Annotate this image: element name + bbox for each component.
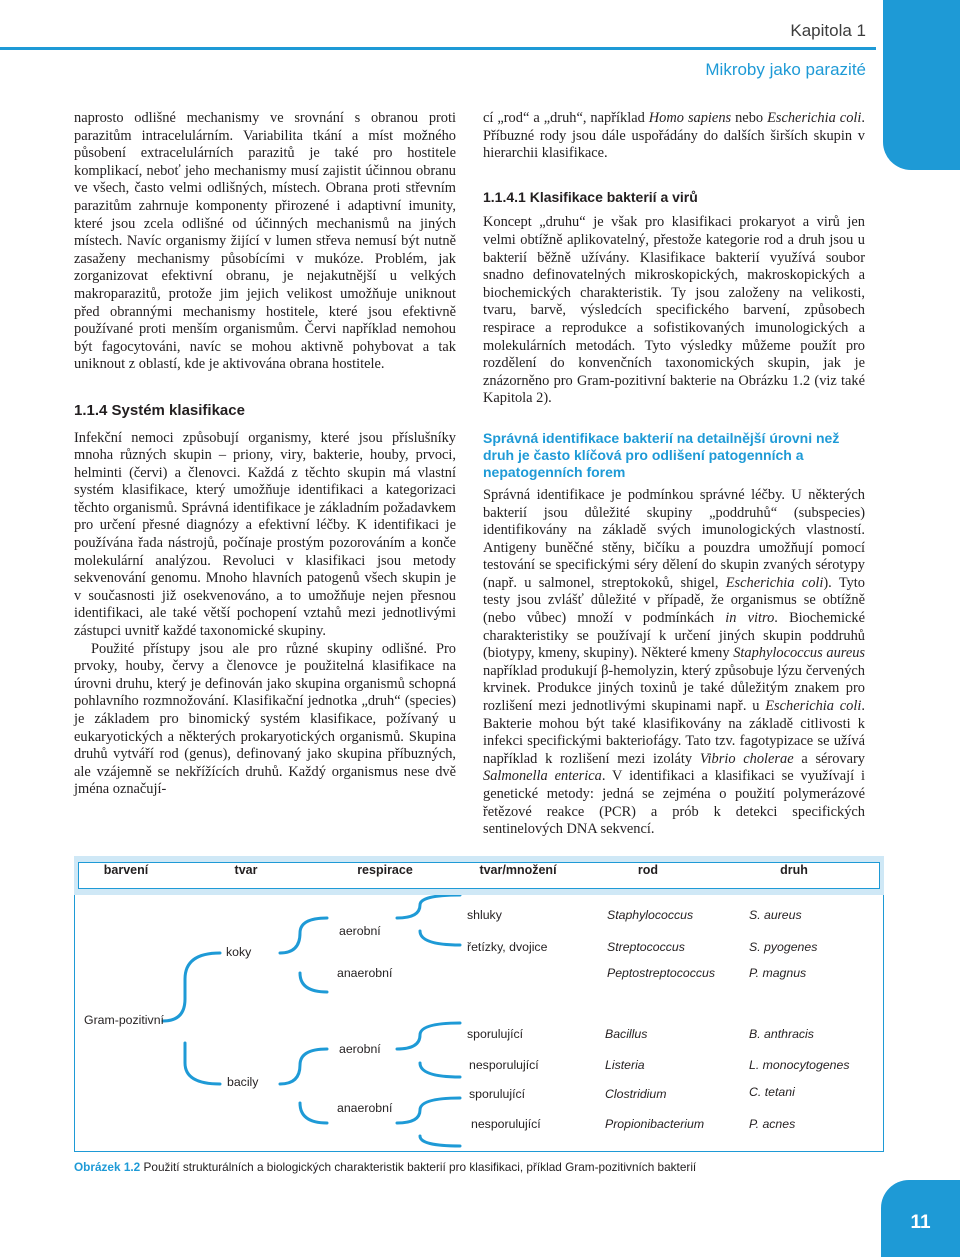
species-c-tetani: C. tetani [749,1085,795,1099]
growth-sporulujici-2: sporulující [469,1087,526,1101]
connector-root [163,953,220,1084]
genus-clostridium: Clostridium [605,1087,667,1101]
species-b-anthracis: B. anthracis [749,1027,814,1041]
label-koky: koky [226,945,252,959]
left-para-3: Použité přístupy jsou ale pro různé skupiny odlišné. Pro prvoky, houby, červy a členovce je použitelná klasifikace na úrovni druhu, který je definován jako skupina organismů schopná pohlavního rozmnožování. Klasifikační jednotka „druh“ (species) je základem pro binomický systém klasifikace, požívaný u eukaryotických a některých prokaryotických organismů. Skupina druhů vytváří rod (genus), definovaný jako skupina příbuzných, ale vzájemně se nekřížících druhů. Každý organismus nese dvě jména označují- [74,640,456,798]
growth-retizky: řetízky, dvojice [467,940,548,954]
right-column [483,110,865,839]
label-gram-pozitivni: Gram-pozitivní [84,1013,164,1027]
growth-sporulujici-1: sporulující [467,1027,524,1041]
species-l-monocytogenes: L. monocytogenes [749,1058,850,1072]
chapter-tab [883,0,960,170]
growth-shluky: shluky [467,908,502,922]
connector-koky-aerobni [397,895,460,945]
classification-figure [74,856,884,1152]
tree-connectors [75,895,883,1151]
growth-nesporulujici-2: nesporulující [471,1117,541,1131]
genus-staphylococcus: Staphylococcus [607,908,694,922]
genus-propionibacterium: Propionibacterium [605,1117,705,1131]
genus-listeria: Listeria [605,1058,645,1072]
section-heading: 1.1.4 Systém klasifikace [74,401,245,419]
connector-bacily-aerobni [397,1023,460,1077]
right-para-2: Koncept „druhu“ je však pro klasifikaci prokaryot a virů jen velmi obtížně aplikovatelný, přestože kategorie rod a druh jsou u bakterií běžně užívány. Klasifikace bakterií využívá soubor snadno definovatelných mikroskopických, makroskopických a biochemických charakteristik. Ty jsou založeny na velikosti, tvaru, barvě, výsledcích specifického barvení, způsobech respirace a reprodukce a sofistikovaných imunologických a molekulárních metodách. Tyto výsledky můžeme použít pro rozdělení do konvenčních taxonomických skupin, jak je znázorněno pro Gram-pozitivní bakterie na Obrázku 1.2 (viz také Kapitola 2). [483,214,865,407]
species-p-magnus: P. magnus [749,966,807,980]
subsection-heading: 1.1.4.1 Klasifikace bakterií a virů [483,188,698,205]
header-tvar: tvar [234,863,258,877]
label-koky-aerobni: aerobní [339,924,381,938]
connector-bacily [280,1049,327,1123]
label-bacily: bacily [227,1075,259,1089]
header-tvar-mnozeni: tvar/množení [479,863,557,877]
header-barveni: barvení [103,863,149,877]
figure-caption [74,1160,696,1174]
label-bacily-aerobni: aerobní [339,1042,381,1056]
genus-bacillus: Bacillus [605,1027,648,1041]
figure-header-band [74,856,884,895]
header-rod: rod [637,863,659,877]
label-bacily-anaerobni: anaerobní [337,1101,393,1115]
blue-heading: Správná identifikace bakterií na detailnější úrovni než druh je často klíčová pro odlišení patogenních a nepatogenních forem [483,429,840,480]
left-column [74,110,456,799]
connector-koky [280,918,327,992]
right-para-3: Správná identifikace je podmínkou správné léčby. U některých bakterií jsou důležité skupiny „poddruhů“ (subspecies) identifikovány na základě svých imunologických vlastností. Antigeny buněčné stěny, bičíku a pouzdra umožňují pomocí testování se specifickými séry dělení do skupin zvaných sérotypy (např. u salmonel, streptokoků, shigel, Escherichia coli). Tyto testy jsou zvlášť důležité v případě, že organismus se obtížně (nebo vůbec) množí v podmínkách in vitro. Biochemické charakteristiky se používají k určení jiných skupin poddruhů (biotypy, kmeny, skupiny). Některé kmeny Staphylococcus aureus například produkují β-hemolyzin, který způsobuje lýzu červených krvinek. Produkce jiných toxinů je také důležitým znakem pro rozlišení mezi jednotlivými skupinami např. u Escherichia coli. Bakterie mohou být také klasifikovány na základě citlivosti k infekci specifickými bakteriofágy. Tato tzv. fagotypizace se užívá například k rozlišení mezi izoláty Vibrio cholerae a sérovary Salmonella enterica. V identifikaci a klasifikaci se využívají i genetické metody: jedná se zejména o použití polymerázové řetězové reakce (PCR) a prób k detekci specifických sentinelových DNA sekvencí. [483,486,866,838]
species-escherichia-coli: Escherichia coli [767,110,862,126]
header-rule [0,47,876,50]
genus-peptostreptococcus: Peptostreptococcus [607,966,716,980]
species-s-aureus: S. aureus [749,908,802,922]
label-koky-anaerobni: anaerobní [337,966,393,980]
species-s-pyogenes: S. pyogenes [749,940,818,954]
header-druh: druh [780,863,808,877]
right-para-1: cí „rod“ a „druh“, například Homo sapiens nebo Escherichia coli. Příbuzné rody jsou dále uspořádány do dalších širších skupin v hierarchii klasifikace. [483,110,865,162]
left-para-1: naprosto odlišné mechanismy ve srovnání s obranou proti parazitům intracelulárním. Variabilita tkání a míst možného působení extracelulárních parazitů je také pro hostitele komplikací, neboť jeho mechanismy musí zajistit účinnou obranu ve všech, často velmi odlišných, místech. Obrana proti střevním parazitům zahrnuje komponenty přirozené i adaptivní imunity, které jsou zcela odlišné od účinných mechanismů na jiných místech. Navíc organismy žijící v lumen střeva nemusí být nutně zasaženy mechanismy působícími v mukóze. Problém, jak zorganizovat efektivní obranu, je nejakutnější u velkých makroparazitů, protože jim jejich velikost umožňuje uniknout před obrannými mechanismy hostitele, které jsou efektivně používané proti menším organismům. Červi například nemohou být fagocytováni, navíc se mohou aktivně pohybovat a tak uniknout z oblastí, kde je aktivována obrana hostitele. [74,110,456,373]
caption-label: Obrázek 1.2 [74,1160,141,1174]
header-respirace: respirace [357,863,413,877]
connector-bacily-anaerobni [397,1098,460,1146]
species-p-acnes: P. acnes [749,1117,796,1131]
chapter-subtitle: Mikroby jako parazité [705,60,866,79]
caption-text: Použití strukturálních a biologických charakteristik bakterií pro klasifikaci, příklad Gram-pozitivních bakterií [140,1160,697,1174]
genus-streptococcus: Streptococcus [607,940,685,954]
page-number: 11 [910,1212,931,1233]
chapter-title: Kapitola 1 [790,21,866,40]
growth-nesporulujici-1: nesporulující [469,1058,539,1072]
left-para-2: Infekční nemoci způsobují organismy, které jsou příslušníky mnoha různých skupin – priony, viry, bakterie, houby, prvoci, helminti (červi) a členovci. Každá z těchto skupin má vlastní systém klasifikace, který umožňuje identifikaci a kategorizaci těchto organismů. Správná identifikace je základním požadavkem pro určení přesné diagnózy a efektivní léčby. K identifikaci je používána řada nástrojů, počínaje prostým pozorováním a konče molekulární analýzou. Revoluci v klasifikaci jsou metody sekvenování genomu. Mnoho hlavních patogenů všech skupin je v současnosti již osekvenováno, a to umožňuje nejen přesnou identifikaci, ale také větší pochopení vztahů mezi jednotlivými zástupci uvnitř každé taxonomické skupiny. [74,429,456,640]
species-homo-sapiens: Homo sapiens [648,110,732,126]
figure-body [74,895,884,1152]
